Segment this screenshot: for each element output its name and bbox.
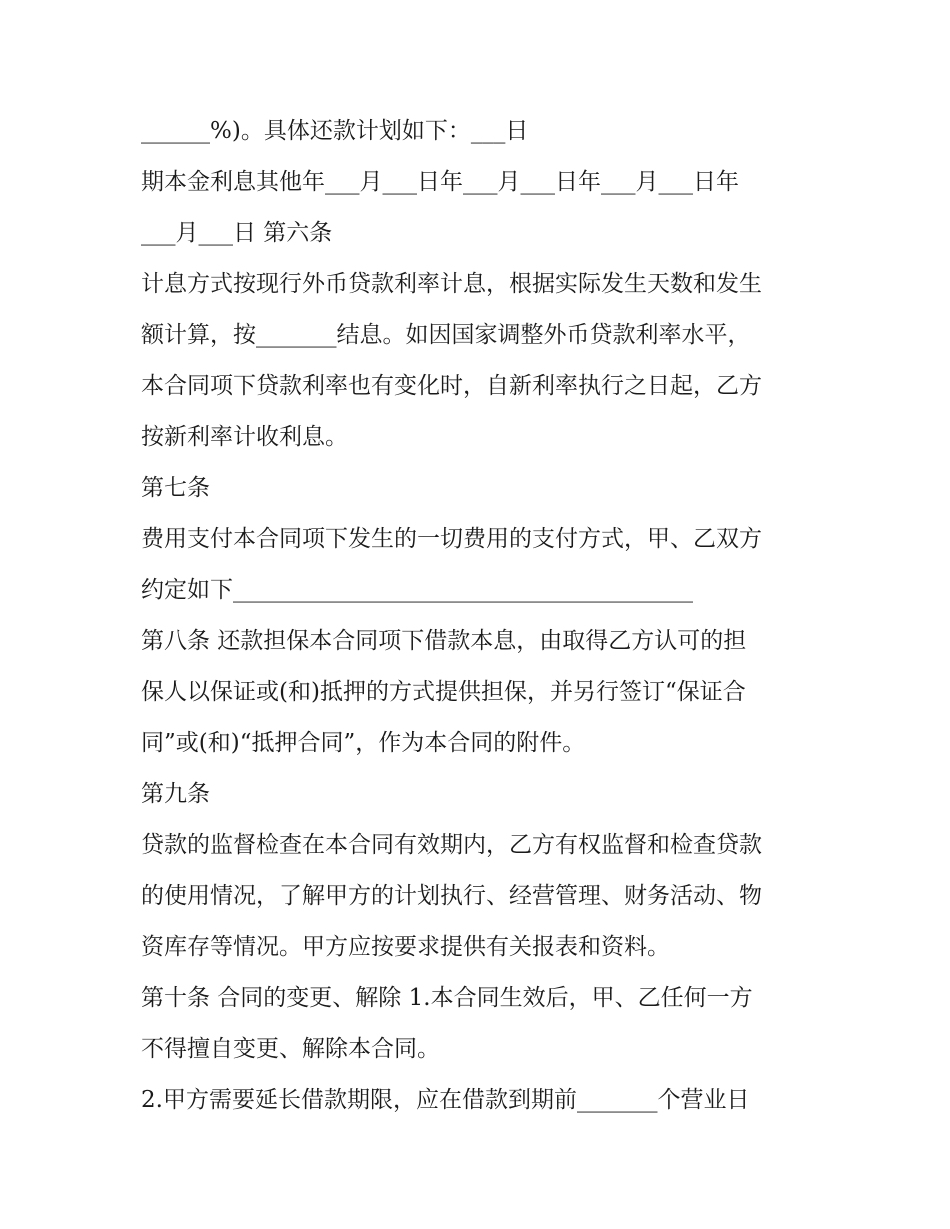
- text-line: 贷款的监督检查在本合同有效期内，乙方有权监督和检查贷款: [141, 832, 762, 858]
- text-line: 费用支付本合同项下发生的一切费用的支付方式，甲、乙双方: [141, 526, 762, 552]
- section-heading: 第七条: [141, 475, 210, 501]
- text-line: 计息方式按现行外币贷款利率计息，根据实际发生天数和发生: [141, 271, 762, 297]
- text-line: 额计算，按_______结息。如因国家调整外币贷款利率水平，: [141, 322, 751, 348]
- text-line: 按新利率计收利息。: [141, 424, 348, 450]
- text-line: 第八条 还款担保本合同项下借款本息，由取得乙方认可的担: [141, 628, 747, 654]
- text-line: ______%)。具体还款计划如下：___日: [141, 118, 529, 144]
- text-line: 本合同项下贷款利率也有变化时，自新利率执行之日起，乙方: [141, 373, 762, 399]
- text-line: 2.甲方需要延长借款期限，应在借款到期前_______个营业日: [141, 1087, 750, 1113]
- contract-text: [141, 106, 821, 1126]
- text-line: 第十条 合同的变更、解除 1.本合同生效后，甲、乙任何一方: [141, 985, 753, 1011]
- text-line: 期本金利息其他年___月___日年___月___日年___月___日年: [141, 169, 739, 195]
- text-line: 的使用情况，了解甲方的计划执行、经营管理、财务活动、物: [141, 883, 762, 909]
- text-line: 同”或(和)“抵押合同”，作为本合同的附件。: [141, 730, 586, 756]
- text-line: 不得擅自变更、解除本合同。: [141, 1036, 440, 1062]
- text-line: 资库存等情况。甲方应按要求提供有关报表和资料。: [141, 934, 670, 960]
- text-line: ___月___日 第六条: [141, 220, 333, 246]
- text-line: 保人以保证或(和)抵押的方式提供担保，并另行签订“保证合: [141, 679, 746, 705]
- section-heading: 第九条: [141, 781, 210, 807]
- text-line: 约定如下________________________________________: [141, 577, 693, 603]
